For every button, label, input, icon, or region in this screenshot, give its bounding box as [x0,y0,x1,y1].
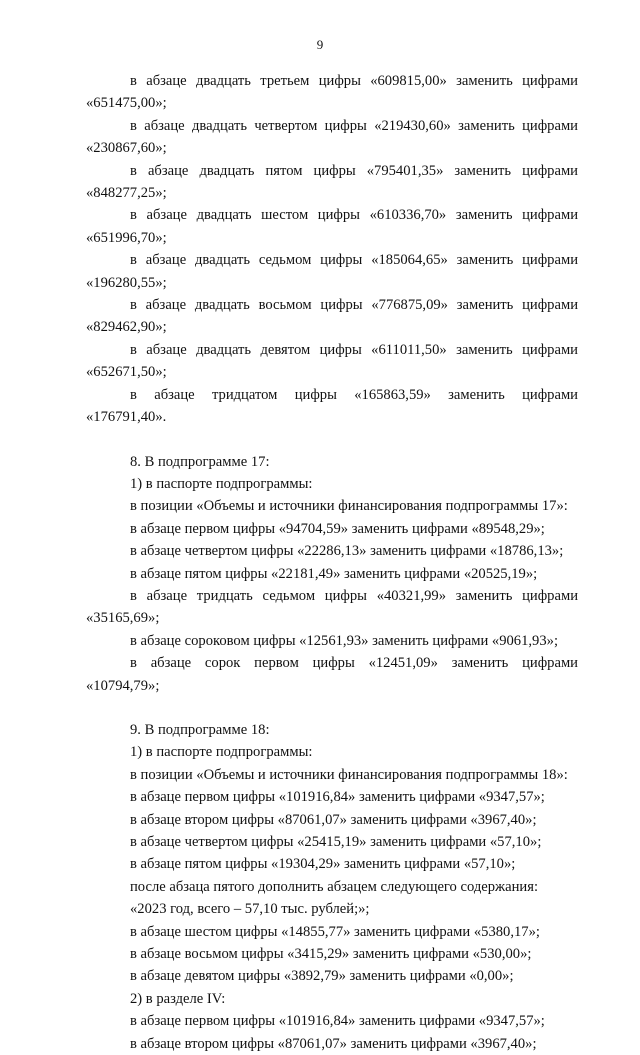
paragraph: в абзаце четвертом цифры «25415,19» заменить цифрами «57,10»; [130,834,542,850]
paragraph: в позиции «Объемы и источники финансирования подпрограммы 18»: [130,766,568,783]
paragraph: в абзаце двадцать четвертом цифры «219430,60» заменить цифрами «230867,60»; [86,117,578,157]
paragraph: в абзаце тридцать седьмом цифры «40321,99» заменить цифрами «35165,69»; [86,587,578,627]
paragraph: в абзаце первом цифры «101916,84» заменить цифрами «9347,57»; [130,1013,545,1030]
paragraph: после абзаца пятого дополнить абзацем следующего содержания: [130,878,538,895]
paragraph: в абзаце четвертом цифры «22286,13» заменить цифрами «18786,13»; [130,543,564,560]
section-heading: 9. В подпрограмме 18: [130,721,270,738]
paragraph: в позиции «Объемы и источники финансирования подпрограммы 17»: [130,498,568,515]
paragraph: в абзаце шестом цифры «14855,77» заменить цифрами «5380,17»; [130,923,540,940]
paragraph: в абзаце двадцать восьмом цифры «776875,09» заменить цифрами «829462,90»; [86,297,578,336]
section-heading: 8. В подпрограмме 17: [130,453,270,470]
paragraph: 1) в паспорте подпрограммы: [130,744,313,761]
paragraph: в абзаце восьмом цифры «3415,29» заменить цифрами «530,00»; [130,946,532,963]
page-number: 9 [316,37,324,52]
paragraph: 1) в паспорте подпрограммы: [130,475,313,492]
paragraph: «2023 год, всего – 57,10 тыс. рублей;»; [130,901,370,918]
paragraph: в абзаце двадцать третьем цифры «609815,00» заменить цифрами «651475,00»; [86,73,578,112]
paragraph: в абзаце первом цифры «94704,59» заменить цифрами «89548,29»; [130,520,545,537]
paragraph: в абзаце втором цифры «87061,07» заменить цифрами «3967,40»; [130,811,537,828]
document-body [86,70,578,1055]
paragraph: в абзаце втором цифры «87061,07» заменить цифрами «3967,40»; [130,1035,537,1052]
paragraph: в абзаце пятом цифры «22181,49» заменить цифрами «20525,19»; [130,565,538,582]
paragraph: в абзаце первом цифры «101916,84» заменить цифрами «9347,57»; [130,789,545,806]
paragraph-gap [86,429,578,451]
paragraph: 2) в разделе IV: [130,990,226,1007]
paragraph: в абзаце двадцать пятом цифры «795401,35» заменить цифрами «848277,25»; [86,162,578,202]
paragraph: в абзаце сорок первом цифры «12451,09» заменить цифрами «10794,79»; [86,655,578,694]
paragraph: в абзаце сороковом цифры «12561,93» заменить цифрами «9061,93»; [130,632,558,649]
paragraph: в абзаце девятом цифры «3892,79» заменить цифрами «0,00»; [130,968,514,985]
paragraph: в абзаце двадцать шестом цифры «610336,70» заменить цифрами «651996,70»; [86,207,578,246]
paragraph: в абзаце пятом цифры «19304,29» заменить цифрами «57,10»; [130,856,516,873]
paragraph: в абзаце двадцать седьмом цифры «185064,65» заменить цифрами «196280,55»; [86,252,578,291]
paragraph: в абзаце тридцатом цифры «165863,59» заменить цифрами «176791,40». [86,386,578,426]
paragraph: в абзаце двадцать девятом цифры «611011,50» заменить цифрами «652671,50»; [86,341,578,381]
paragraph-gap [86,697,578,719]
